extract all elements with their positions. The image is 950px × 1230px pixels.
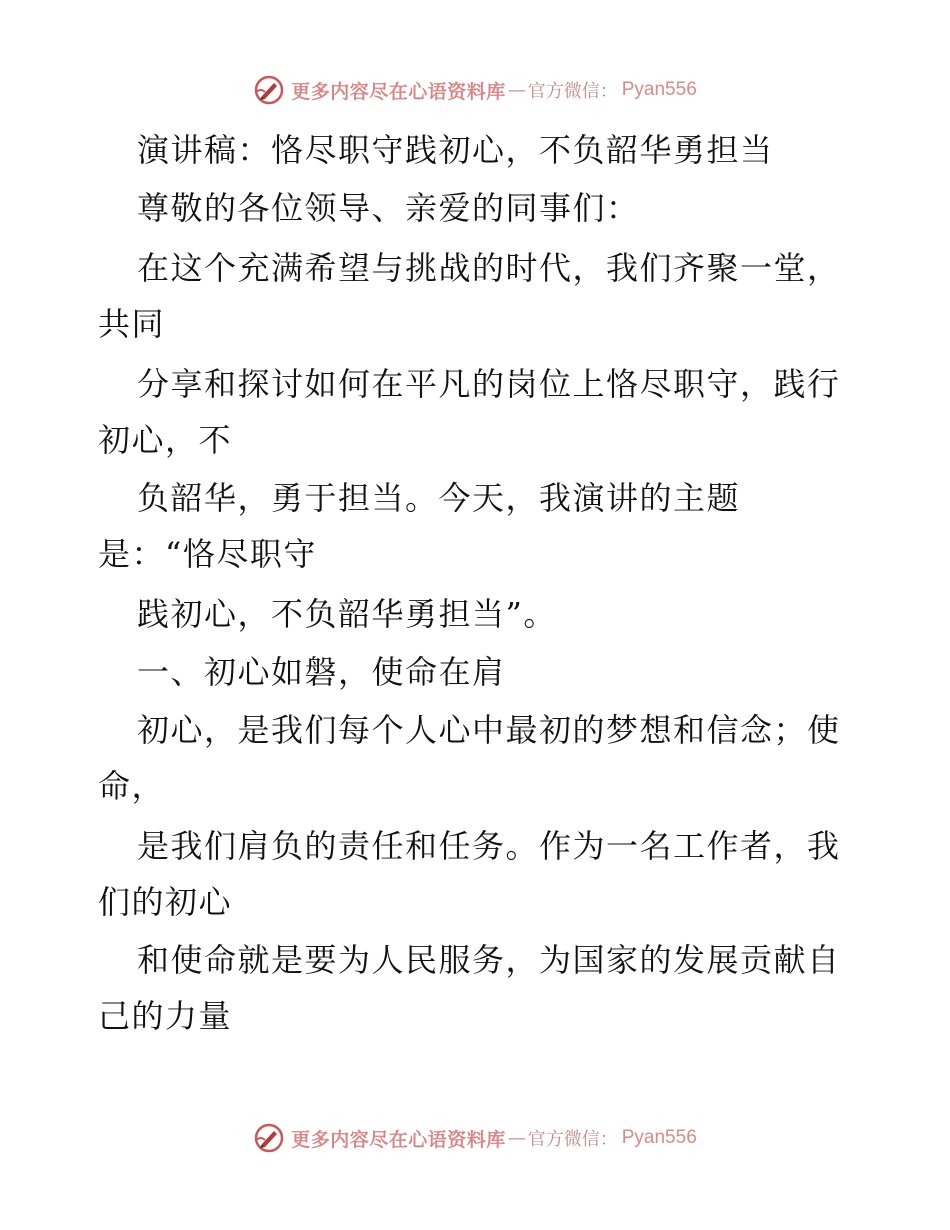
- footer-watermark: [0, 1118, 950, 1158]
- paragraph-line: 己的力量: [98, 997, 233, 1035]
- paragraph-line: 和使命就是要为人民服务，为国家的发展贡献自: [137, 941, 841, 979]
- watermark-dash: —: [507, 1127, 526, 1149]
- paragraph-line: 初心，是我们每个人心中最初的梦想和信念；使: [137, 711, 841, 749]
- pen-logo-icon: [253, 1122, 285, 1154]
- watermark-text: 更多内容尽在心语资料库: [291, 80, 506, 103]
- paragraph-line: 共同: [98, 305, 166, 343]
- watermark-text: 更多内容尽在心语资料库: [291, 1128, 506, 1151]
- pen-logo-icon: [253, 74, 285, 106]
- paragraph-line: 们的初心: [98, 883, 233, 921]
- paragraph-line: 践初心，不负韶华勇担当”。: [137, 595, 557, 633]
- watermark-wechat-id: Pyan556: [621, 79, 697, 100]
- watermark-dash: —: [507, 79, 526, 101]
- paragraph-line: 命，: [98, 767, 166, 805]
- paragraph-line: 是：“恪尽职守: [98, 535, 317, 573]
- paragraph-line: 负韶华，勇于担当。今天，我演讲的主题: [137, 479, 741, 517]
- watermark-wechat-id: Pyan556: [621, 1127, 697, 1148]
- watermark-wechat-label: 官方微信：: [527, 1129, 618, 1150]
- section-heading: 一、初心如磐，使命在肩: [137, 653, 506, 691]
- paragraph-line: 初心，不: [98, 421, 233, 459]
- document-title: 演讲稿：恪尽职守践初心，不负韶华勇担当: [137, 131, 774, 169]
- header-watermark: [0, 70, 950, 110]
- salutation: 尊敬的各位领导、亲爱的同事们：: [137, 189, 640, 227]
- watermark-wechat-label: 官方微信：: [527, 81, 618, 102]
- paragraph-line: 在这个充满希望与挑战的时代，我们齐聚一堂，: [137, 249, 841, 287]
- paragraph-line: 是我们肩负的责任和任务。作为一名工作者，我: [137, 827, 841, 865]
- paragraph-line: 分享和探讨如何在平凡的岗位上恪尽职守，践行: [137, 365, 841, 403]
